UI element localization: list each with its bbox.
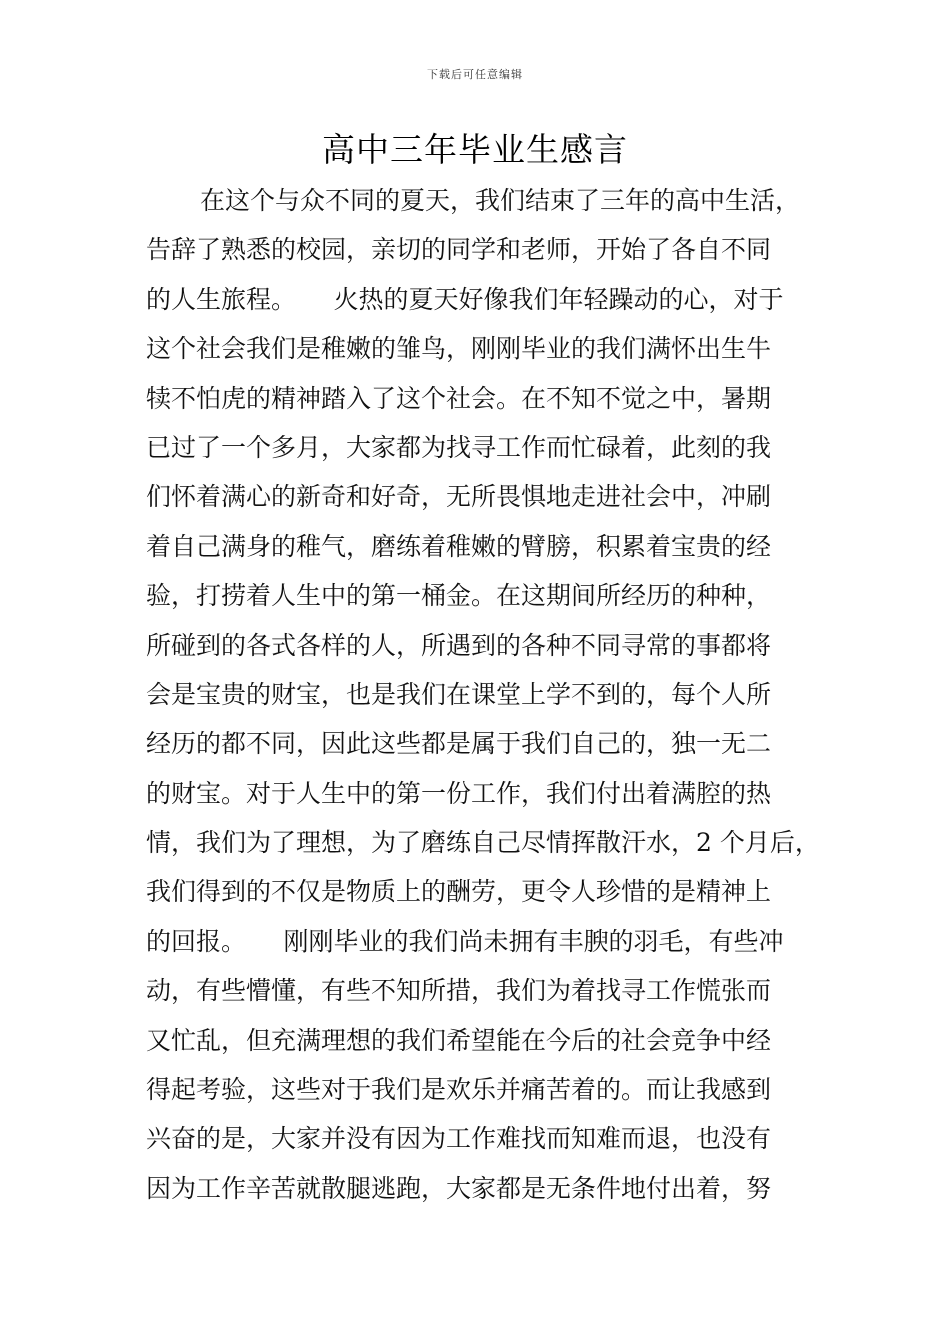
text-line: 动，有些懵懂，有些不知所措，我们为着找寻工作慌张而 (146, 976, 772, 1006)
body-text (146, 176, 836, 1213)
text-line: 告辞了熟悉的校园，亲切的同学和老师，开始了各自不同 (146, 235, 772, 265)
text-line: 因为工作辛苦就散腿逃跑，大家都是无条件地付出着，努 (146, 1173, 772, 1203)
text-line: 的回报。 刚刚毕业的我们尚未拥有丰腴的羽毛，有些冲 (146, 926, 784, 956)
text-line: 已过了一个多月，大家都为找寻工作而忙碌着，此刻的我 (146, 432, 772, 462)
text-line: 又忙乱，但充满理想的我们希望能在今后的社会竞争中经 (146, 1025, 772, 1055)
text-line: 着自己满身的稚气，磨练着稚嫩的臂膀，积累着宝贵的经 (146, 531, 772, 561)
text-line: 的人生旅程。 火热的夏天好像我们年轻躁动的心，对于 (146, 284, 784, 314)
text-line: 验，打捞着人生中的第一桶金。在这期间所经历的种种， (146, 581, 772, 611)
text-line: 的财宝。对于人生中的第一份工作，我们付出着满腔的热 (146, 778, 772, 808)
text-line: 情，我们为了理想，为了磨练自己尽情挥散汗水，2 个月后， (146, 828, 820, 858)
text-line: 经历的都不同，因此这些都是属于我们自己的，独一无二 (146, 729, 772, 759)
header-note: 下载后可任意编辑 (427, 68, 523, 81)
text-line: 这个社会我们是稚嫩的雏鸟，刚刚毕业的我们满怀出生牛 (146, 334, 772, 364)
text-line: 得起考验，这些对于我们是欢乐并痛苦着的。而让我感到 (146, 1075, 772, 1105)
text-line: 们怀着满心的新奇和好奇，无所畏惧地走进社会中，冲刷 (146, 482, 772, 512)
text-line: 会是宝贵的财宝，也是我们在课堂上学不到的，每个人所 (146, 679, 772, 709)
text-line: 兴奋的是，大家并没有因为工作难找而知难而退，也没有 (146, 1124, 772, 1154)
text-line: 我们得到的不仅是物质上的酬劳，更令人珍惜的是精神上 (146, 877, 772, 907)
text-line: 犊不怕虎的精神踏入了这个社会。在不知不觉之中，暑期 (146, 383, 772, 413)
text-line: 所碰到的各式各样的人，所遇到的各种不同寻常的事都将 (146, 630, 772, 660)
text-line: 在这个与众不同的夏天，我们结束了三年的高中生活， (200, 186, 801, 215)
document-title: 高中三年毕业生感言 (322, 130, 628, 169)
